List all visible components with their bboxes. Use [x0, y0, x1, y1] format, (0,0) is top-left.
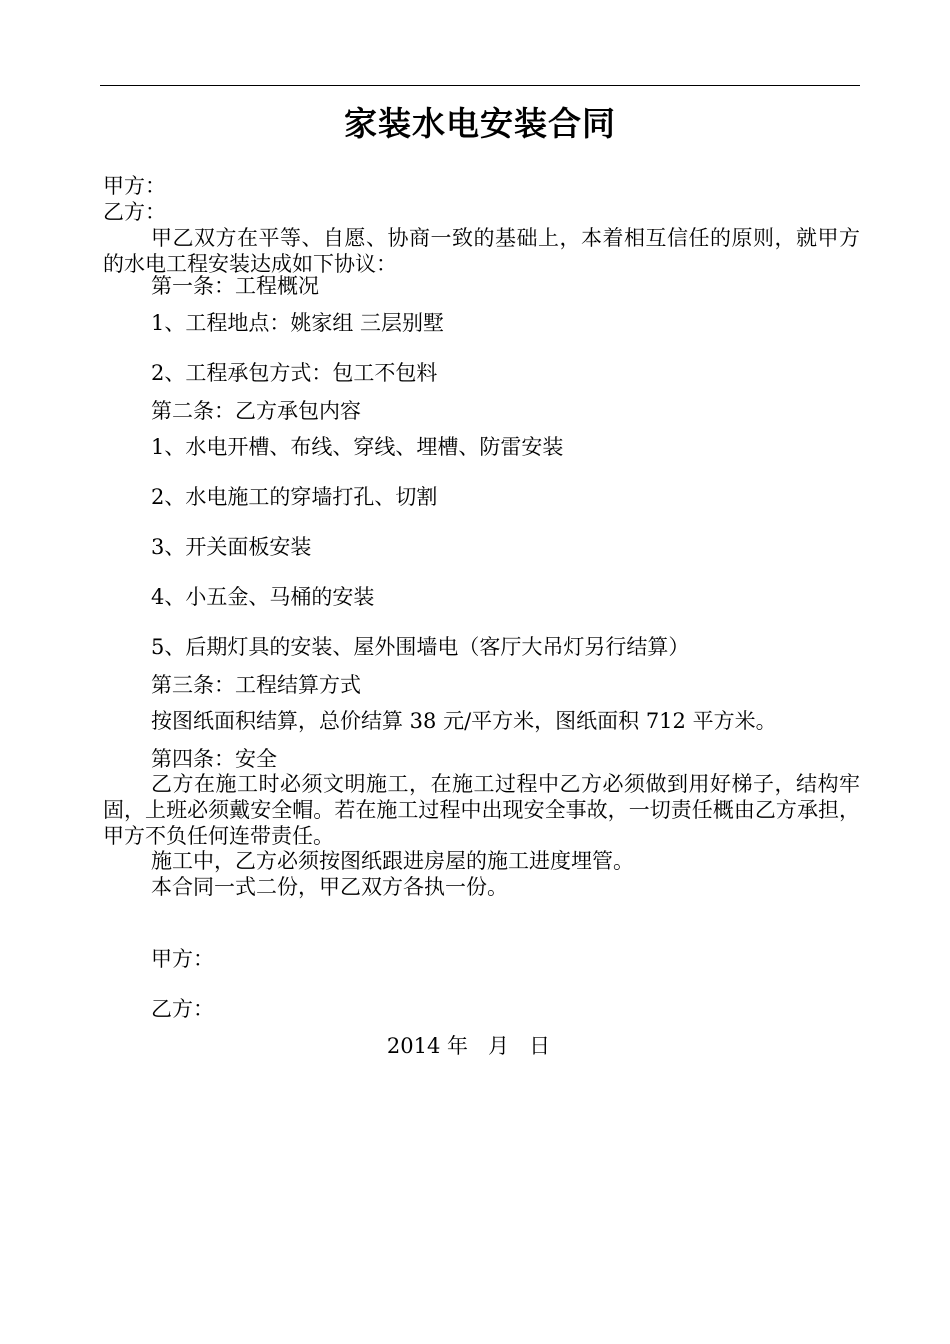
party-a-label: 甲方：	[103, 174, 166, 198]
signature-party-a: 甲方：	[151, 947, 214, 971]
article-4-text: 乙方在施工时必须文明施工，在施工过程中乙方必须做到用好梯子，结构牢固，上班必须戴安全帽。若在施工过程中出现安全事故，一切责任概由乙方承担，甲方不负任何连带责任。	[103, 772, 860, 848]
article-3-heading: 第三条：工程结算方式	[151, 673, 361, 697]
article-2-item: 1、水电开槽、布线、穿线、埋槽、防雷安装	[151, 435, 564, 459]
intro-paragraph: 甲乙双方在平等、自愿、协商一致的基础上，本着相互信任的原则，就甲方的水电工程安装达成如下协议：	[103, 226, 860, 276]
signature-party-b: 乙方：	[151, 997, 214, 1021]
article-2-heading: 第二条：乙方承包内容	[151, 399, 361, 423]
article-4-heading: 第四条：安全	[151, 747, 277, 771]
article-1-item: 2、工程承包方式：包工不包料	[151, 361, 438, 385]
article-3-text: 按图纸面积结算，总价结算 38 元/平方米，图纸面积 712 平方米。	[151, 709, 777, 733]
article-2-item: 4、小五金、马桶的安装	[151, 585, 375, 609]
party-b-label: 乙方：	[103, 200, 166, 224]
document-title: 家装水电安装合同	[344, 104, 616, 143]
signing-date: 2014 年 月 日	[386, 1034, 551, 1058]
article-4-note: 施工中，乙方必须按图纸跟进房屋的施工进度埋管。	[151, 849, 634, 873]
article-2-item: 2、水电施工的穿墙打孔、切割	[151, 485, 438, 509]
article-2-item: 5、后期灯具的安装、屋外围墙电（客厅大吊灯另行结算）	[151, 635, 690, 659]
article-2-item: 3、开关面板安装	[151, 535, 312, 559]
article-1-item: 1、工程地点：姚家组 三层别墅	[151, 311, 445, 335]
header-rule	[100, 85, 860, 86]
copies-clause: 本合同一式二份，甲乙双方各执一份。	[151, 875, 508, 899]
article-1-heading: 第一条：工程概况	[151, 274, 319, 298]
